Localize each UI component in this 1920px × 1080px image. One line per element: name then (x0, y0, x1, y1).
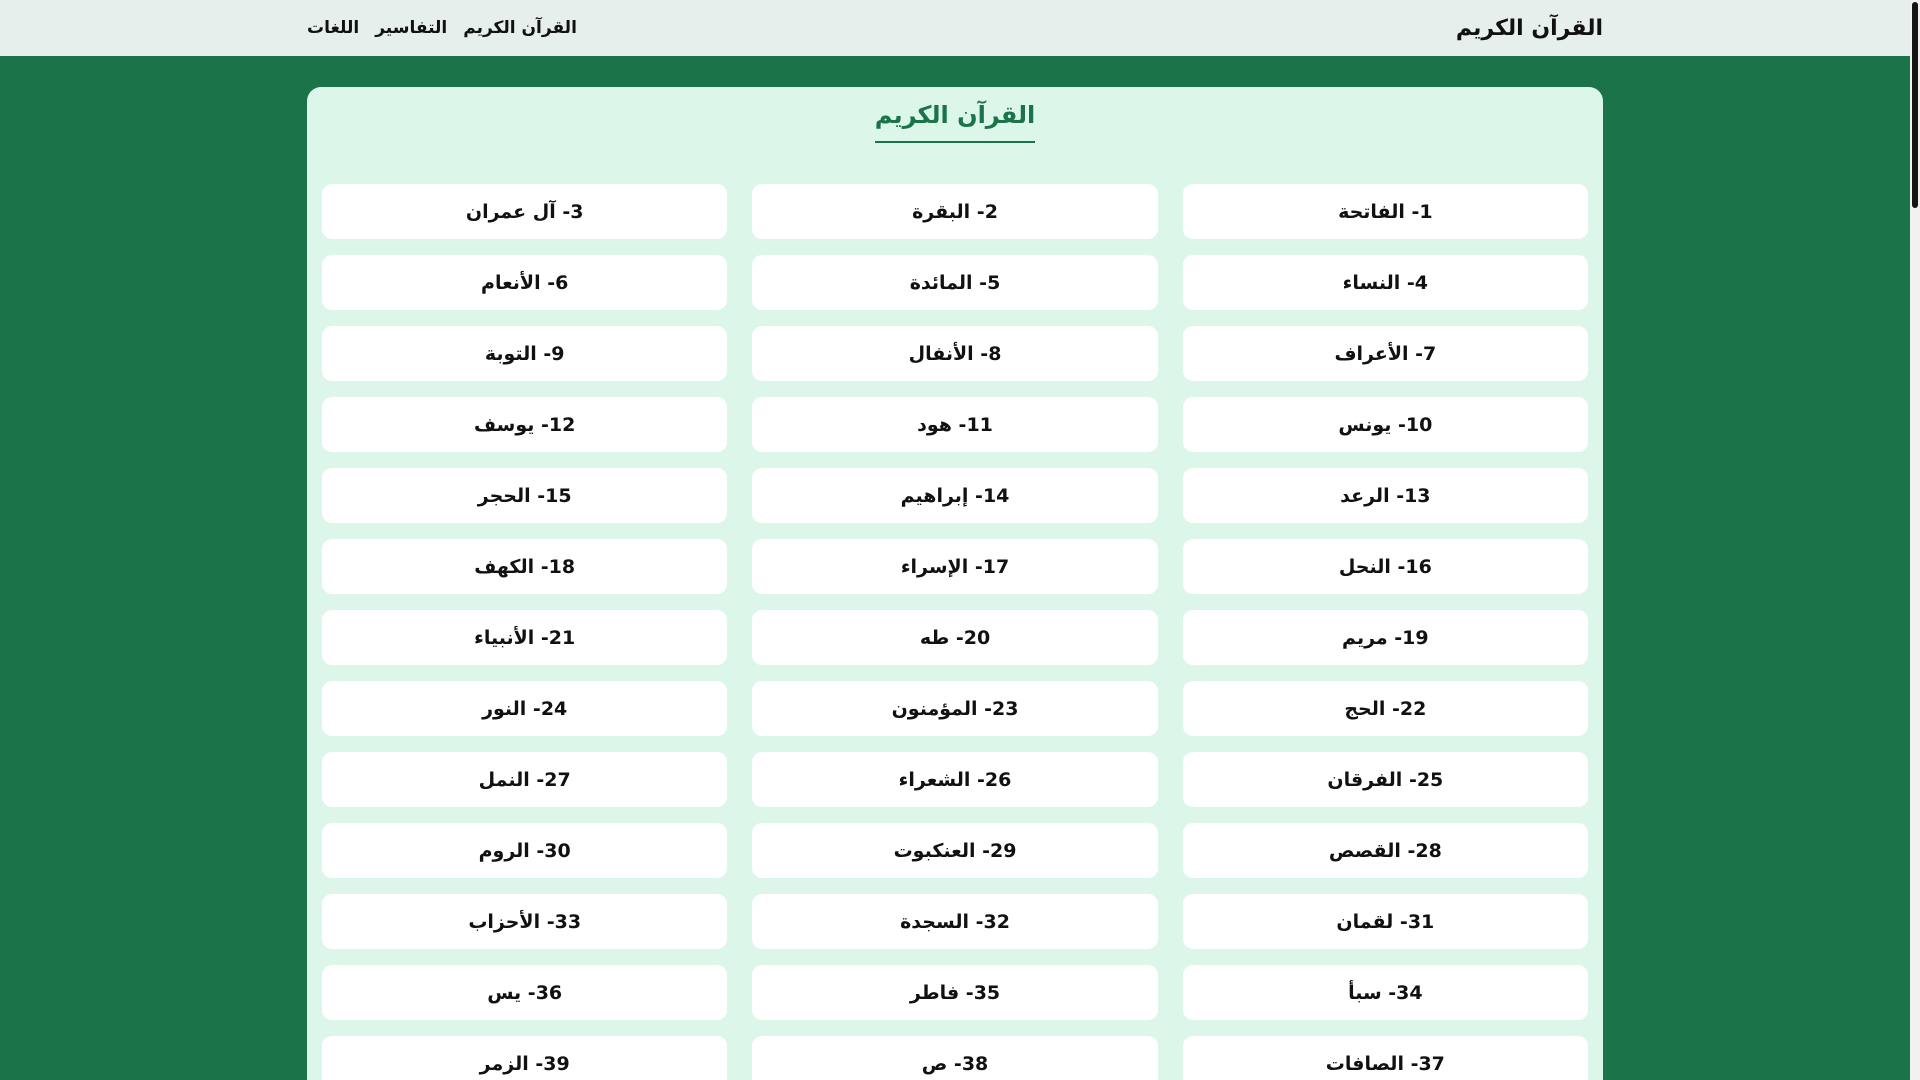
surah-card[interactable]: 19- مريم (1183, 610, 1588, 665)
surah-card[interactable]: 25- الفرقان (1183, 752, 1588, 807)
surah-card[interactable]: 23- المؤمنون (752, 681, 1157, 736)
surah-card[interactable]: 8- الأنفال (752, 326, 1157, 381)
nav-link-quran[interactable]: القرآن الكريم (463, 18, 577, 38)
surah-card[interactable]: 12- يوسف (322, 397, 727, 452)
surah-card[interactable]: 16- النحل (1183, 539, 1588, 594)
surah-card[interactable]: 4- النساء (1183, 255, 1588, 310)
surah-card[interactable]: 33- الأحزاب (322, 894, 727, 949)
surah-list-panel (307, 87, 1603, 1080)
surah-card[interactable]: 15- الحجر (322, 468, 727, 523)
surah-card[interactable]: 14- إبراهيم (752, 468, 1157, 523)
brand-link[interactable]: القرآن الكريم (1455, 15, 1603, 41)
surah-card[interactable]: 36- يس (322, 965, 727, 1020)
surah-card[interactable]: 2- البقرة (752, 184, 1157, 239)
surah-card[interactable]: 29- العنكبوت (752, 823, 1157, 878)
surah-card[interactable]: 5- المائدة (752, 255, 1157, 310)
surah-card[interactable]: 3- آل عمران (322, 184, 727, 239)
surah-card[interactable]: 1- الفاتحة (1183, 184, 1588, 239)
surah-card[interactable]: 27- النمل (322, 752, 727, 807)
surah-card[interactable]: 34- سبأ (1183, 965, 1588, 1020)
top-navbar (0, 0, 1910, 56)
surah-grid (322, 184, 1588, 1080)
nav-link-languages[interactable]: اللغات (307, 18, 360, 38)
title-wrap (322, 87, 1588, 184)
surah-card[interactable]: 13- الرعد (1183, 468, 1588, 523)
page-scrollbar[interactable] (1910, 0, 1920, 1080)
surah-card[interactable]: 17- الإسراء (752, 539, 1157, 594)
surah-card[interactable]: 22- الحج (1183, 681, 1588, 736)
surah-card[interactable]: 32- السجدة (752, 894, 1157, 949)
surah-card[interactable]: 37- الصافات (1183, 1036, 1588, 1080)
main-nav (307, 18, 577, 38)
surah-card[interactable]: 24- النور (322, 681, 727, 736)
surah-card[interactable]: 18- الكهف (322, 539, 727, 594)
surah-card[interactable]: 10- يونس (1183, 397, 1588, 452)
nav-link-tafsir[interactable]: التفاسير (375, 18, 448, 38)
surah-card[interactable]: 7- الأعراف (1183, 326, 1588, 381)
surah-card[interactable]: 26- الشعراء (752, 752, 1157, 807)
surah-card[interactable]: 31- لقمان (1183, 894, 1588, 949)
surah-card[interactable]: 30- الروم (322, 823, 727, 878)
surah-card[interactable]: 35- فاطر (752, 965, 1157, 1020)
scrollbar-thumb[interactable] (1912, 2, 1918, 208)
surah-card[interactable]: 39- الزمر (322, 1036, 727, 1080)
navbar-inner (307, 0, 1603, 56)
surah-card[interactable]: 11- هود (752, 397, 1157, 452)
surah-card[interactable]: 6- الأنعام (322, 255, 727, 310)
surah-card[interactable]: 21- الأنبياء (322, 610, 727, 665)
surah-card[interactable]: 28- القصص (1183, 823, 1588, 878)
surah-card[interactable]: 20- طه (752, 610, 1157, 665)
surah-card[interactable]: 38- ص (752, 1036, 1157, 1080)
page-title: القرآن الكريم (875, 101, 1035, 143)
surah-card[interactable]: 9- التوبة (322, 326, 727, 381)
